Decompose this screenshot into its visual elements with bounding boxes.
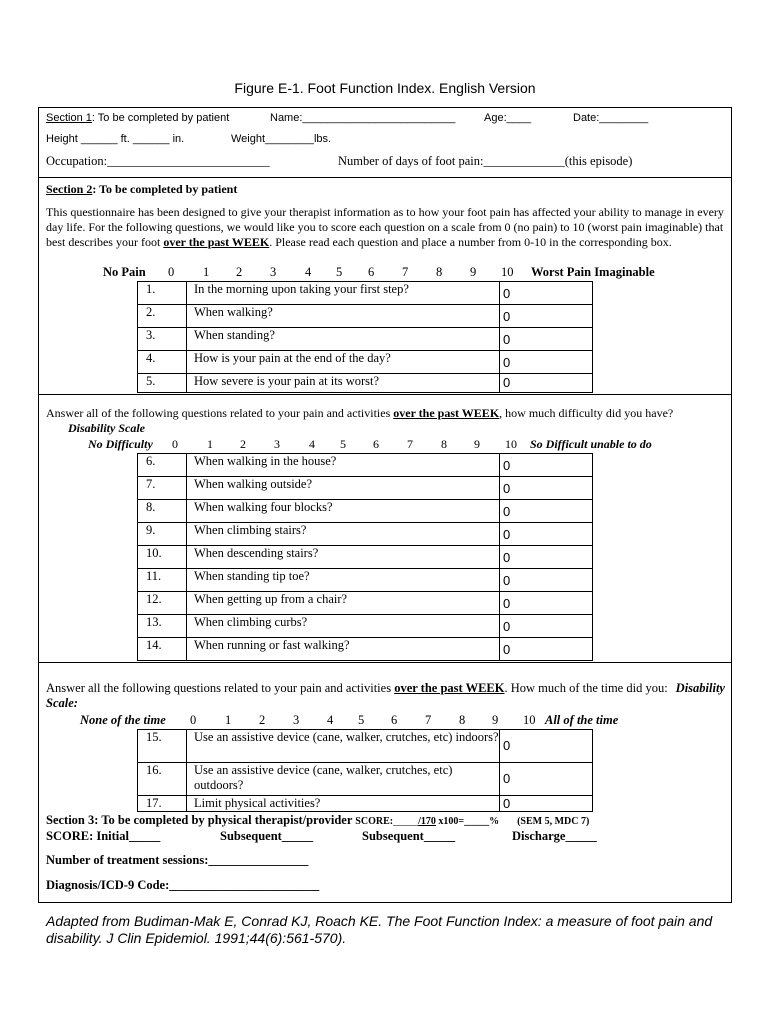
score-box[interactable]: 0 (500, 374, 593, 393)
scale-right-label: So Difficult unable to do (530, 437, 652, 451)
table-row (138, 477, 593, 500)
scale-number: 10 (501, 265, 514, 279)
table-row (138, 454, 593, 477)
table-row (138, 730, 593, 763)
scale-number: 8 (459, 713, 466, 727)
question-number: 4. (138, 351, 187, 374)
scale-number: 5 (340, 437, 346, 451)
score-box[interactable]: 0 (500, 328, 593, 351)
question-text: When walking outside? (187, 477, 500, 500)
section1-label-suffix: : To be completed by patient (91, 112, 230, 124)
question-number: 16. (138, 763, 187, 796)
initial-score-field[interactable]: SCORE: Initial_____ (46, 829, 161, 843)
section3-label: Section 3: To be completed by physical therapist/provider (46, 813, 356, 827)
question-text: When walking four blocks? (187, 500, 500, 523)
subsequent-score-field-2[interactable]: Subsequent_____ (362, 829, 456, 843)
score-box[interactable]: 0 (500, 351, 593, 374)
height-field[interactable]: Height ______ ft. ______ in. (46, 133, 185, 145)
question-text: When climbing stairs? (187, 523, 500, 546)
question-number: 13. (138, 615, 187, 638)
score-box[interactable]: 0 (500, 523, 593, 546)
scale-number: 4 (327, 713, 334, 727)
score-box[interactable]: 0 (500, 500, 593, 523)
table-row (138, 328, 593, 351)
question-text: When standing tip toe? (187, 569, 500, 592)
table-row (138, 282, 593, 305)
question-number: 3. (138, 328, 187, 351)
section-divider (38, 177, 732, 178)
table-row (138, 592, 593, 615)
scale-number: 5 (336, 265, 343, 279)
score-max: /170 (418, 816, 436, 827)
scale-number: 0 (168, 265, 175, 279)
pain-days-field[interactable]: Number of days of foot pain:_____________(this episode) (338, 154, 633, 168)
scale-number: 7 (407, 437, 413, 451)
question-number: 1. (138, 282, 187, 305)
scale-right-label: Worst Pain Imaginable (531, 265, 655, 279)
disability-intro-emph: over the past WEEK (393, 406, 500, 420)
section1-label-text: Section 1 (46, 112, 92, 124)
activity-scale-title: Disability Scale: (46, 681, 725, 710)
scale-number: 2 (259, 713, 266, 727)
difficulty-scale (0, 437, 770, 453)
question-text: How is your pain at the end of the day? (187, 351, 500, 374)
table-row (138, 638, 593, 661)
scale-number: 8 (441, 437, 447, 451)
question-text: When standing? (187, 328, 500, 351)
table-row (138, 523, 593, 546)
section2-label (46, 182, 237, 197)
scale-left-label: No Pain (103, 265, 146, 279)
section2-intro-a: This questionnaire has been designed to give your therapist information as to how your foot pain has affected your ability to manage in every day life. For the following questions, we would like you to score each question on a scale from 0 (no pain) to 10 (worst pain imaginable) that best describes your foot (46, 205, 724, 249)
scale-left-label: None of the time (80, 713, 166, 727)
score-box[interactable]: 0 (500, 796, 593, 812)
score-box[interactable]: 0 (500, 546, 593, 569)
section1-label (46, 112, 229, 124)
scale-number: 9 (492, 713, 499, 727)
question-text: When descending stairs? (187, 546, 500, 569)
occupation-field[interactable]: Occupation:__________________________ (46, 154, 270, 168)
scale-number: 7 (425, 713, 432, 727)
scale-number: 9 (470, 265, 477, 279)
sem-note: (SEM 5, MDC 7) (517, 816, 590, 827)
question-number: 12. (138, 592, 187, 615)
date-field[interactable]: Date:________ (573, 112, 649, 124)
question-number: 11. (138, 569, 187, 592)
question-number: 14. (138, 638, 187, 661)
scale-number: 5 (358, 713, 365, 727)
score-box[interactable]: 0 (500, 569, 593, 592)
score-percent[interactable]: _____% (464, 816, 500, 827)
disability-questions-table (137, 453, 593, 661)
scale-number: 1 (225, 713, 232, 727)
scale-number: 6 (373, 437, 379, 451)
table-row (138, 374, 593, 393)
score-label: SCORE: (355, 816, 394, 827)
question-text: When walking? (187, 305, 500, 328)
scale-left-label: No Difficulty (88, 437, 153, 451)
activity-intro (46, 681, 726, 711)
score-multiplier: x100= (435, 816, 465, 827)
scale-number: 1 (207, 437, 213, 451)
name-field[interactable]: Name:_________________________ (270, 112, 456, 124)
question-text: When walking in the house? (187, 454, 500, 477)
scale-number: 3 (293, 713, 300, 727)
scale-number: 0 (172, 437, 178, 451)
discharge-score-field[interactable]: Discharge_____ (512, 829, 597, 843)
score-box[interactable]: 0 (500, 305, 593, 328)
section2-intro-emph: over the past WEEK (163, 235, 270, 249)
activity-intro-b: . How much of the time did you: (504, 681, 668, 695)
activity-intro-emph: over the past WEEK (394, 681, 505, 695)
diagnosis-code-field[interactable]: Diagnosis/ICD-9 Code:________________________ (46, 878, 320, 892)
question-number: 15. (138, 730, 187, 763)
score-box[interactable]: 0 (500, 454, 593, 477)
score-box[interactable]: 0 (500, 615, 593, 638)
scale-number: 3 (270, 265, 277, 279)
question-number: 5. (138, 374, 187, 393)
scale-number: 3 (274, 437, 280, 451)
activity-questions-table (137, 729, 593, 812)
question-text: Use an assistive device (cane, walker, crutches, etc) indoors? (187, 730, 500, 763)
scale-number: 2 (236, 265, 243, 279)
scale-number: 0 (190, 713, 197, 727)
table-row (138, 569, 593, 592)
table-row (138, 615, 593, 638)
scale-number: 9 (474, 437, 480, 451)
question-text: Limit physical activities? (187, 796, 500, 812)
age-field[interactable]: Age:____ (484, 112, 532, 124)
table-row (138, 305, 593, 328)
disability-scale-title: Disability Scale (68, 421, 145, 435)
score-blank[interactable]: _____ (393, 816, 419, 827)
scale-number: 6 (368, 265, 375, 279)
question-number: 2. (138, 305, 187, 328)
scale-number: 2 (240, 437, 246, 451)
table-row (138, 546, 593, 569)
citation: Adapted from Budiman-Mak E, Conrad KJ, Roach KE. The Foot Function Index: a measure of foot pain and disability. J Clin Epidemiol. 1991;44(6):561-570). (46, 913, 713, 946)
score-box[interactable]: 0 (500, 282, 593, 305)
scale-number: 4 (305, 265, 312, 279)
score-box[interactable]: 0 (500, 730, 593, 763)
scale-number: 1 (203, 265, 210, 279)
pain-scale (0, 265, 770, 281)
scale-number: 10 (505, 437, 517, 451)
scale-right-label: All of the time (545, 713, 619, 727)
table-row (138, 796, 593, 812)
scale-number: 10 (523, 713, 536, 727)
section-divider (38, 662, 732, 663)
weight-field[interactable]: Weight________lbs. (231, 133, 332, 145)
activity-intro-a: Answer all the following questions related to your pain and activities (46, 681, 395, 695)
question-text: How severe is your pain at its worst? (187, 374, 500, 393)
score-box[interactable]: 0 (500, 592, 593, 615)
section2-label-suffix: : To be completed by patient (92, 182, 238, 196)
disability-intro (46, 406, 726, 436)
question-number: 10. (138, 546, 187, 569)
section-divider (38, 394, 732, 395)
question-text: In the morning upon taking your first step? (187, 282, 500, 305)
question-text: When getting up from a chair? (187, 592, 500, 615)
question-number: 6. (138, 454, 187, 477)
section2-label-text: Section 2 (46, 182, 93, 196)
treatment-sessions-field[interactable]: Number of treatment sessions:________________ (46, 853, 309, 867)
pain-questions-table (137, 281, 593, 393)
section2-intro-b: . Please read each question and place a number from 0-10 in the corresponding box. (269, 235, 672, 249)
question-number: 8. (138, 500, 187, 523)
table-row (138, 351, 593, 374)
section2-intro (46, 205, 726, 250)
question-number: 9. (138, 523, 187, 546)
question-text: Use an assistive device (cane, walker, crutches, etc) outdoors? (187, 763, 500, 796)
question-text: When climbing curbs? (187, 615, 500, 638)
page-title: Figure E-1. Foot Function Index. English Version (234, 80, 536, 96)
section3-score-line (46, 813, 589, 828)
score-box[interactable]: 0 (500, 638, 593, 661)
score-box[interactable]: 0 (500, 477, 593, 500)
table-row (138, 763, 593, 796)
question-number: 17. (138, 796, 187, 812)
table-row (138, 500, 593, 523)
subsequent-score-field-1[interactable]: Subsequent_____ (220, 829, 314, 843)
scale-number: 6 (391, 713, 398, 727)
scale-number: 4 (309, 437, 315, 451)
scale-number: 8 (436, 265, 443, 279)
disability-intro-b: , how much difficulty did you have? (499, 406, 674, 420)
frequency-scale (0, 713, 770, 729)
question-text: When running or fast walking? (187, 638, 500, 661)
disability-intro-a: Answer all of the following questions related to your pain and activities (46, 406, 394, 420)
scale-number: 7 (402, 265, 409, 279)
question-number: 7. (138, 477, 187, 500)
score-box[interactable]: 0 (500, 763, 593, 796)
